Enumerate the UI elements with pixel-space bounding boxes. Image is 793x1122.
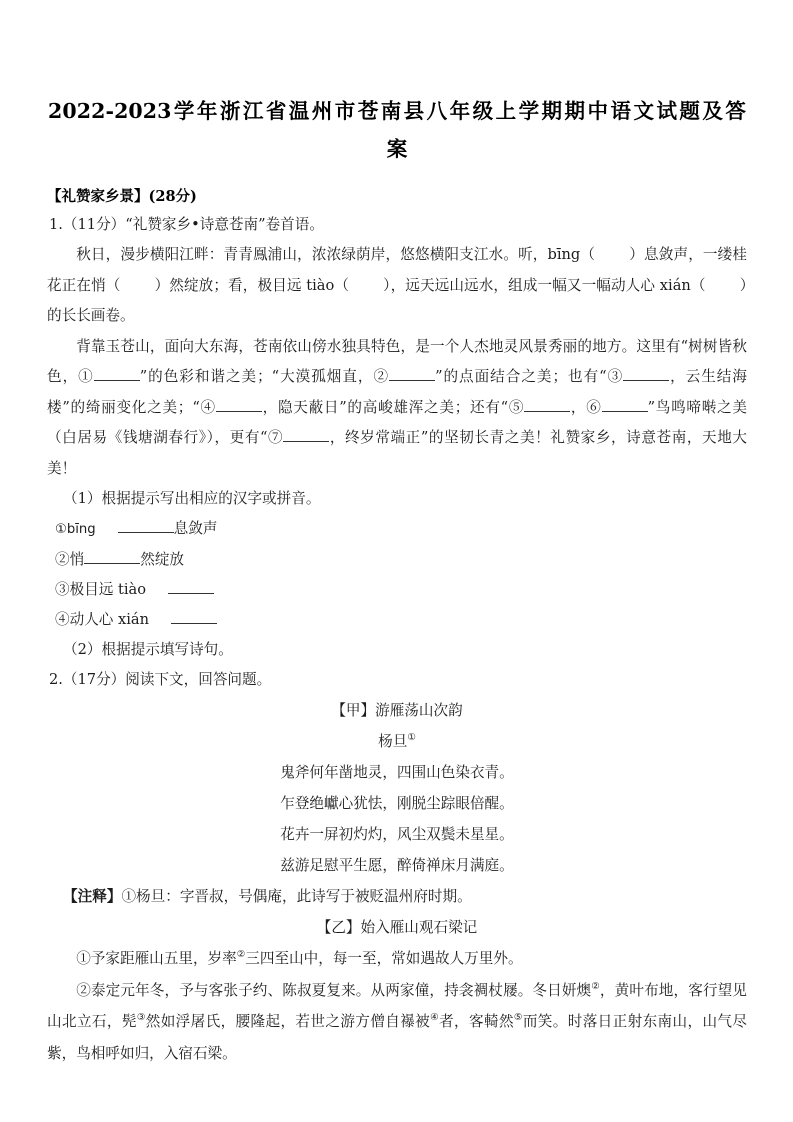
poem-author-footnote-marker: ① [407, 732, 416, 744]
prose-title: 【乙】始入雁山观石梁记 [316, 919, 478, 936]
section-heading: 【礼赞家乡景】(28分) [47, 188, 197, 205]
question-1-sub-1: （1）根据提示写出相应的汉字或拼音。 [63, 490, 321, 507]
q1-p2-seg-h: ，终岁常端正”的坚韧长青之美！礼赞家乡，诗意苍南，天地大美！ [47, 429, 747, 477]
page-content [47, 0, 747, 1069]
fill-item-2-blank[interactable] [84, 550, 140, 564]
page-title [47, 0, 747, 168]
q1-p1-seg-e: ）的长长画卷。 [47, 276, 747, 324]
prose-paragraph-1 [47, 943, 747, 975]
page-title-line-2: 案 [386, 137, 408, 161]
answer-blank-2[interactable] [389, 367, 435, 381]
poem-line-2: 乍登绝巘心犹怯，刚脱尘踪眼倍醒。 [280, 795, 514, 812]
answer-blank-4[interactable] [216, 398, 262, 412]
fill-item-2-label: ②悄 [55, 551, 85, 568]
fill-item-1-suffix: 息敛声 [173, 520, 218, 537]
footnote-label: 【注释】 [63, 888, 122, 905]
q1-p1-seg-d: ），远天远山远水，组成一幅又一幅动人心 xián（ [383, 276, 706, 294]
poem-title: 【甲】游雁荡山次韵 [331, 702, 463, 719]
poem-author [47, 726, 747, 757]
answer-blank-5[interactable] [524, 398, 570, 412]
prose-paragraph-2 [47, 975, 747, 1070]
q1-p2-seg-c: ”的点面结合之美；也有“③ [435, 368, 624, 385]
q1-p2-seg-a: 背靠玉苍山，面向大东海，苍南依山傍水独具特色，是一个人杰地灵风景秀丽的地方。这里有“树树皆秋色，① [47, 337, 747, 385]
poem-line-1: 鬼斧何年凿地灵，四围山色染衣青。 [280, 764, 514, 781]
q1-p1-seg-a: 秋日，漫步横阳江畔：青青鳯浦山，浓浓绿荫岸，悠悠横阳支江水。听，bīng（ [76, 246, 596, 263]
fill-in-item-4 [47, 605, 747, 635]
question-1-paragraph-1 [47, 240, 747, 332]
question-1-paragraph-2 [47, 332, 747, 485]
prose-p2-footnote-marker-4: ⑤ [513, 1012, 523, 1024]
q1-p1-seg-c: ）然绽放；看，极目远 tiào（ [154, 276, 350, 294]
prose-p1-seg-a: ①予家距雁山五里，岁率 [76, 950, 237, 967]
page-title-line-1: 2022-2023学年浙江省温州市苍南县八年级上学期期中语文试题及答 [48, 99, 746, 123]
footnote-text: ①杨旦：字晋叔，号偶庵，此诗写于被贬温州府时期。 [121, 888, 472, 905]
prose-p2-seg-b: ，黄叶布地，客行望见山北立石，髡 [47, 981, 747, 1030]
question-1-sub-2: （2）根据提示填写诗句。 [63, 641, 233, 658]
prose-p2-footnote-marker-3: ④ [430, 1012, 440, 1024]
poem-line-4: 兹游足慰平生愿，醉倚禅床月满庭。 [280, 857, 514, 874]
prose-p1-seg-b: 三四至山中，每一至，常如遇故人万里外。 [245, 950, 523, 967]
footnote-line [47, 881, 747, 912]
fill-item-4-blank[interactable] [171, 610, 217, 624]
fill-item-3-label: ③极目远 tiào [55, 581, 147, 598]
prose-p2-seg-d: 者，客輢然 [439, 1013, 514, 1030]
poem-author-name: 杨旦 [378, 733, 408, 750]
answer-blank-6[interactable] [602, 398, 648, 412]
question-2-stem: 2.（17分）阅读下文，回答问题。 [49, 671, 272, 688]
prose-p1-footnote-marker-1: ② [236, 949, 246, 961]
fill-item-2-suffix: 然绽放 [140, 551, 185, 568]
poem-line-3: 花卉一屏初灼灼，风尘双鬓未星星。 [280, 826, 514, 843]
fill-item-1-blank[interactable] [118, 519, 174, 533]
q1-p1-seg-b: ）息敛声，一缕桂花正在悄（ [47, 246, 747, 294]
prose-p2-seg-e: 而笑。时落日正射东南山，山气尽紫，鸟相呼如归，入宿石梁。 [47, 1013, 747, 1062]
q1-p2-seg-b: ”的色彩和谐之美；“大漠孤烟直，② [139, 368, 390, 385]
fill-in-item-3 [47, 575, 747, 605]
question-1-stem: 1.（11分）“礼赞家乡•诗意苍南”卷首语。 [49, 216, 324, 233]
q1-p2-seg-g: ”鸟鸣啼啭之美（白居易《钱塘湖春行》），更有“⑦ [47, 398, 747, 446]
prose-p2-footnote-marker-1: ② [591, 980, 600, 992]
q1-p2-seg-e: ，隐天蔽日”的高峻雄浑之美；还有“⑤ [261, 398, 525, 416]
prose-p2-seg-c: 然如浮屠氏，腰隆起，若世之游方僧自襮被 [145, 1013, 431, 1030]
q1-p2-seg-f: ，⑥ [570, 398, 602, 416]
fill-in-item-2 [47, 545, 747, 575]
fill-in-item-1 [47, 514, 747, 545]
fill-item-1-label: ①bīng [55, 522, 96, 537]
fill-item-3-blank[interactable] [168, 580, 214, 594]
fill-item-4-label: ④动人心 xián [55, 611, 150, 628]
answer-blank-3[interactable] [623, 367, 669, 381]
q1-p2-seg-d: ，云生结海楼”的绮丽变化之美；“④ [47, 368, 747, 416]
answer-blank-1[interactable] [94, 367, 140, 381]
prose-p2-seg-a: ②泰定元年冬，予与客张子约、陈叔夏复来。从两家僮，持衾裯杖屦。冬日妍燠 [76, 981, 592, 999]
answer-blank-7[interactable] [283, 428, 329, 442]
prose-p2-footnote-marker-2: ③ [136, 1012, 146, 1024]
